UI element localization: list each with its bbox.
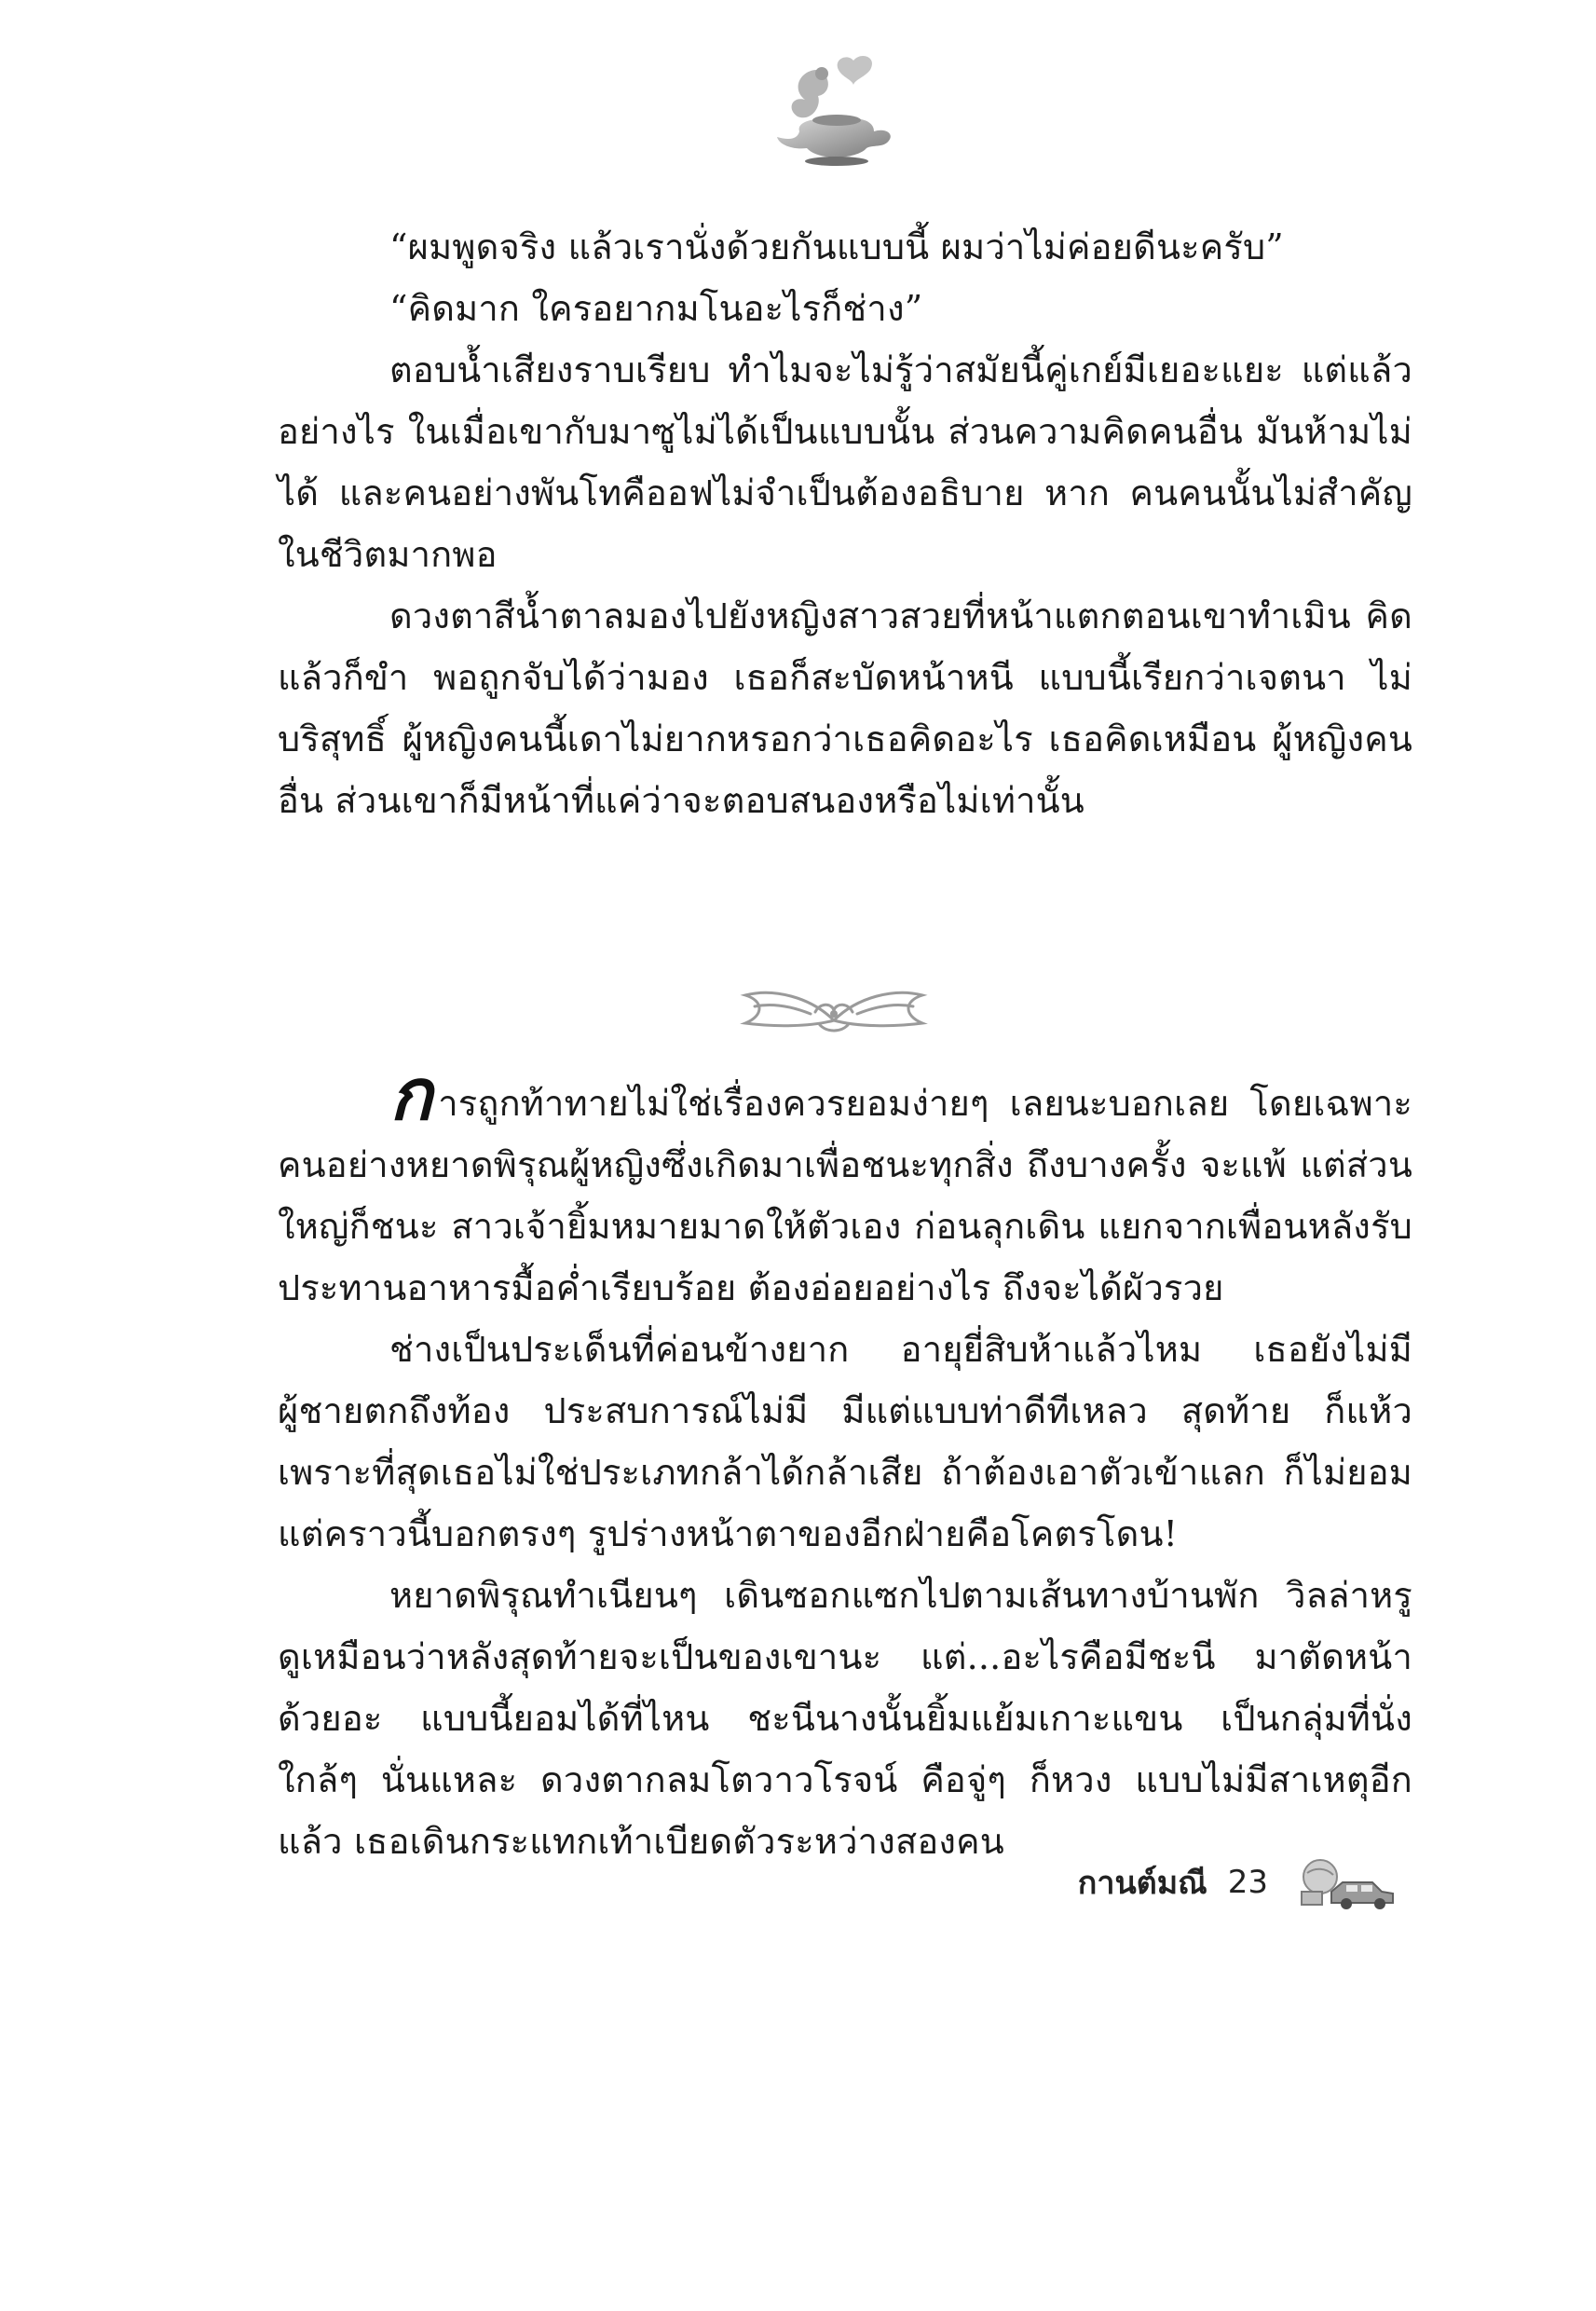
page-footer	[1078, 1854, 1400, 1910]
page-number: 23	[1227, 1864, 1268, 1901]
paragraph: “คิดมาก ใครอยากมโนอะไรก็ช่าง”	[389, 288, 923, 329]
drop-cap: ก	[389, 1053, 433, 1136]
genie-lamp-icon	[764, 51, 904, 172]
paragraph-with-dropcap	[278, 1053, 1412, 1319]
paragraph: ดวงตาสีน้ำตาลมองไปยังหญิงสาวสวยที่หน้าแตกตอนเขาทำเมิน คิดแล้วก็ขำ พอถูกจับได้ว่ามอง เธอก็สะบัดหน้าหนี แบบนี้เรียกว่าเจตนา ไม่บริสุทธิ์ ผู้หญิงคนนี้เดาไม่ยากหรอกว่าเธอคิดอะไร เธอคิดเหมือน ผู้หญิงคนอื่น ส่วนเขาก็มีหน้าที่แค่ว่าจะตอบสนองหรือไม่เท่านั้น	[278, 595, 1412, 821]
paragraph-text: ารถูกท้าทายไม่ใช่เรื่องควรยอมง่ายๆ เลยนะบอกเลย โดยเฉพาะคนอย่างหยาดพิรุณผู้หญิงซึ่งเกิดมาเพื่อชนะทุกสิ่ง ถึงบางครั้ง จะแพ้ แต่ส่วนใหญ่ก็ชนะ สาวเจ้ายิ้มหมายมาดให้ตัวเอง ก่อนลุกเดิน แยกจากเพื่อนหลังรับประทานอาหารมื้อค่ำเรียบร้อย ต้องอ่อยอย่างไร ถึงจะได้ผัวรวย	[278, 1083, 1412, 1308]
paragraph: ตอบน้ำเสียงราบเรียบ ทำไมจะไม่รู้ว่าสมัยนี้คู่เกย์มีเยอะแยะ แต่แล้วอย่างไร ในเมื่อเขากับมาซูไม่ได้เป็นแบบนั้น ส่วนความคิดคนอื่น มันห้ามไม่ได้ และคนอย่างพันโทคืออฟไม่จำเป็นต้องอธิบาย หาก คนคนนั้นไม่สำคัญในชีวิตมากพอ	[278, 349, 1412, 575]
toy-car-globe-icon	[1289, 1854, 1400, 1910]
text-section-2	[278, 1053, 1412, 1872]
ornamental-divider-icon	[727, 969, 941, 1053]
paragraph: “ผมพูดจริง แล้วเรานั่งด้วยกันแบบนี้ ผมว่าไม่ค่อยดีนะครับ”	[389, 226, 1284, 267]
paragraph: หยาดพิรุณทำเนียนๆ เดินซอกแซกไปตามเส้นทางบ้านพัก วิลล่าหรู ดูเหมือนว่าหลังสุดท้ายจะเป็นของเขานะ แต่...อะไรคือมีชะนี มาตัดหน้าด้วยอะ แบบนี้ยอมได้ที่ไหน ชะนีนางนั้นยิ้มแย้มเกาะแขน เป็นกลุ่มที่นั่งใกล้ๆ นั่นแหละ ดวงตากลมโตวาวโรจน์ คือจู่ๆ ก็หวง แบบไม่มีสาเหตุอีกแล้ว เธอเดินกระแทกเท้าเบียดตัวระหว่างสองคน	[278, 1575, 1412, 1862]
paragraph: ช่างเป็นประเด็นที่ค่อนข้างยาก อายุยี่สิบห้าแล้วไหม เธอยังไม่มี ผู้ชายตกถึงท้อง ประสบการณ์ไม่มี มีแต่แบบท่าดีทีเหลว สุดท้าย ก็แห้วเพราะที่สุดเธอไม่ใช่ประเภทกล้าได้กล้าเสีย ถ้าต้องเอาตัวเข้าแลก ก็ไม่ยอม แต่คราวนี้บอกตรงๆ รูปร่างหน้าตาของอีกฝ่ายคือโคตรโดน!	[278, 1329, 1412, 1554]
text-section-1	[278, 216, 1412, 831]
author-name: กานต์มณี	[1077, 1865, 1207, 1902]
